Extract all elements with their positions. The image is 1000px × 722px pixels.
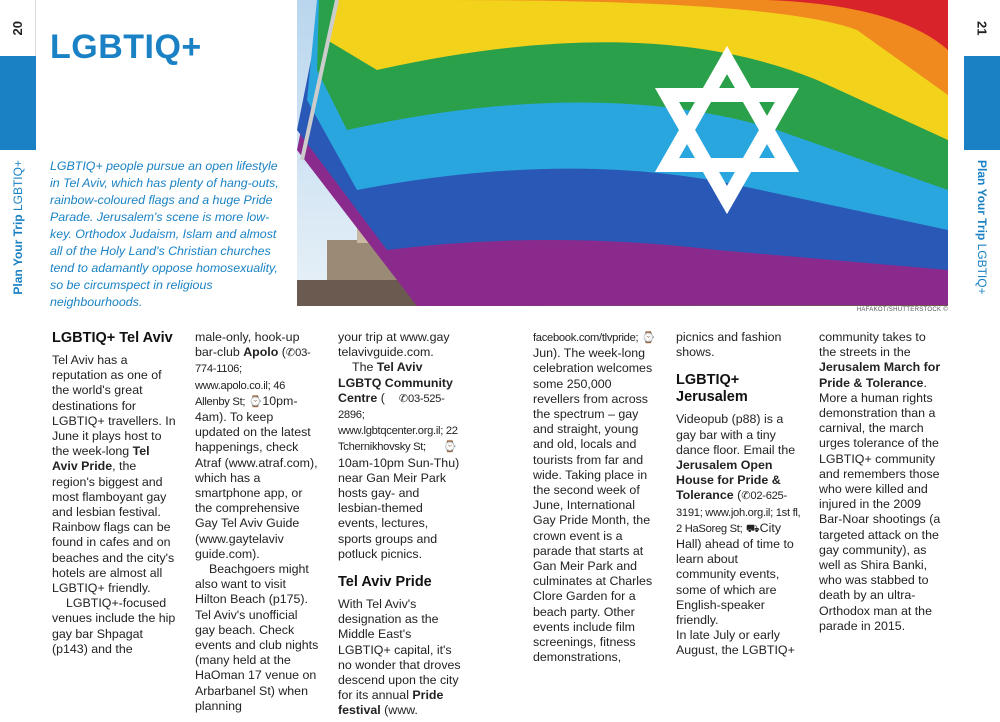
phone-icon: ✆ bbox=[741, 490, 751, 503]
page-title: LGBTIQ+ bbox=[50, 28, 202, 66]
paragraph: With Tel Aviv's designation as the Middle East's LGBTIQ+ capital, it's no wonder that droves descend upon the city for its annual Pride festival (www. bbox=[338, 597, 461, 718]
page-number-left: 20 bbox=[10, 20, 25, 36]
tab-color-block bbox=[0, 56, 36, 150]
paragraph: community takes to the streets in the Jerusalem March for Pride & Tolerance. More a human rights demonstration than a carnival, the march urges tolerance of the LGBTIQ+ community and remembers those who were killed and injured in the 2009 Bar-Noar shootings (a targeted attack on the gay community), as well as Shira Banki, who was stabbed to death by an ultra-Orthodox man at the parade in 2015. bbox=[819, 330, 941, 633]
text-column-3 bbox=[338, 330, 463, 719]
paragraph: male-only, hook-up bar-club Apolo (✆03-774-1106; www.apolo.co.il; 46 Allenby St; ⌚10pm-4am). To keep updated on the latest happenings, check Atraf (www.atraf.com), which has a smartphone app, or the comprehensive Gay Tel Aviv Guide (www.gaytelaviv guide.com). bbox=[195, 330, 318, 561]
side-label-bold: Plan Your Trip bbox=[975, 160, 989, 241]
paragraph: LGBTIQ+-focused venues include the hip gay bar Shpagat (p143) and the bbox=[52, 596, 176, 656]
text-column-1 bbox=[52, 330, 177, 657]
side-label-bold: Plan Your Trip bbox=[11, 214, 25, 295]
text-column-2 bbox=[195, 330, 320, 714]
paragraph: Videopub (p88) is a gay bar with a tiny dance floor. Email the Jerusalem Open House for Pride & Tolerance (✆02-625-3191; www.joh.org.il; 1st fl, 2 HaSoreg St; ⛟City Hall) ahead of time to learn about community events, some of which are English-speaker friendly. bbox=[676, 412, 801, 628]
paragraph: The Tel Aviv LGBTQ Community Centre ( ✆03-525-2896; www.lgbtqcenter.org.il; 22 Tchernikhovsky St; ⌚10am-10pm Sun-Thu) near Gan Meir Park hosts gay- and lesbian-themed events, lectures, sports groups and potluck picnics. bbox=[338, 360, 460, 561]
intro-text: LGBTIQ+ people pursue an open lifestyle in Tel Aviv, which has plenty of hang-outs, rainbow-coloured flags and a huge Pride Parade. Jerusalem's scene is more low-key. Orthodox Judaism, Islam and almost all of the Holy Land's Christian churches tend to adamantly oppose homosexuality, so be circumspect in religious neighbourhoods. bbox=[50, 159, 279, 309]
clock-icon: ⌚ bbox=[248, 395, 263, 408]
side-label-right bbox=[964, 160, 1000, 295]
section-heading: LGBTIQ+ Tel Aviv bbox=[52, 330, 173, 346]
phone-icon: ✆ bbox=[285, 347, 296, 360]
paragraph: facebook.com/tlvpride; ⌚Jun). The week-long celebration welcomes some 250,000 revellers from across the spectrum – gay and straight, young and old, locals and tourists from far and wide. Taking place in the second week of June, International Gay Pride Month, the crown event is a parade that starts at Gan Meir Park and culminates at Charles Clore Garden for a beach party. Other events include film screenings, fitness demonstrations, bbox=[533, 332, 656, 665]
text-column-5 bbox=[676, 330, 801, 659]
paragraph: Tel Aviv has a reputation as one of the world's great destinations for LGBTIQ+ travellers. In June it plays host to the week-long Tel Aviv Pride, the region's biggest and most flamboyant gay and lesbian festival. Rainbow flags can be found in cafes and on beaches and the city's hotels are almost all LGBTIQ+ friendly. bbox=[52, 353, 176, 596]
side-label-light: LGBTIQ+ bbox=[11, 160, 25, 212]
clock-icon: ⌚ bbox=[641, 332, 656, 344]
transport-icon: ⛟ bbox=[745, 522, 760, 535]
paragraph: Beachgoers might also want to visit Hilton Beach (p175). Tel Aviv's unofficial gay beach. Check events and club nights (many held at the HaOman 17 venue on Arbarbanel St) when planning bbox=[195, 562, 319, 713]
tab-color-block bbox=[964, 56, 1000, 150]
page-tab-left bbox=[0, 0, 36, 150]
paragraph: picnics and fashion shows. bbox=[676, 330, 782, 360]
page-tab-right bbox=[964, 0, 1000, 150]
rainbow-flag-photo bbox=[297, 0, 948, 306]
text-column-6 bbox=[819, 330, 944, 634]
phone-icon: ✆ bbox=[398, 392, 409, 405]
paragraph: your trip at www.gay telavivguide.com. bbox=[338, 330, 450, 360]
section-heading: Tel Aviv Pride bbox=[338, 574, 432, 591]
paragraph: In late July or early August, the LGBTIQ+ bbox=[676, 628, 795, 658]
photo-credit: HAFAKOT/SHUTTERSTOCK © bbox=[856, 307, 948, 313]
section-heading: LGBTIQ+ Jerusalem bbox=[676, 372, 748, 406]
flag-illustration bbox=[297, 0, 948, 306]
clock-icon: ⌚ bbox=[443, 441, 458, 454]
text-column-4 bbox=[533, 330, 658, 665]
side-label-light: LGBTIQ+ bbox=[975, 243, 989, 295]
page-number-right: 21 bbox=[974, 20, 990, 36]
side-label-left bbox=[0, 160, 36, 295]
